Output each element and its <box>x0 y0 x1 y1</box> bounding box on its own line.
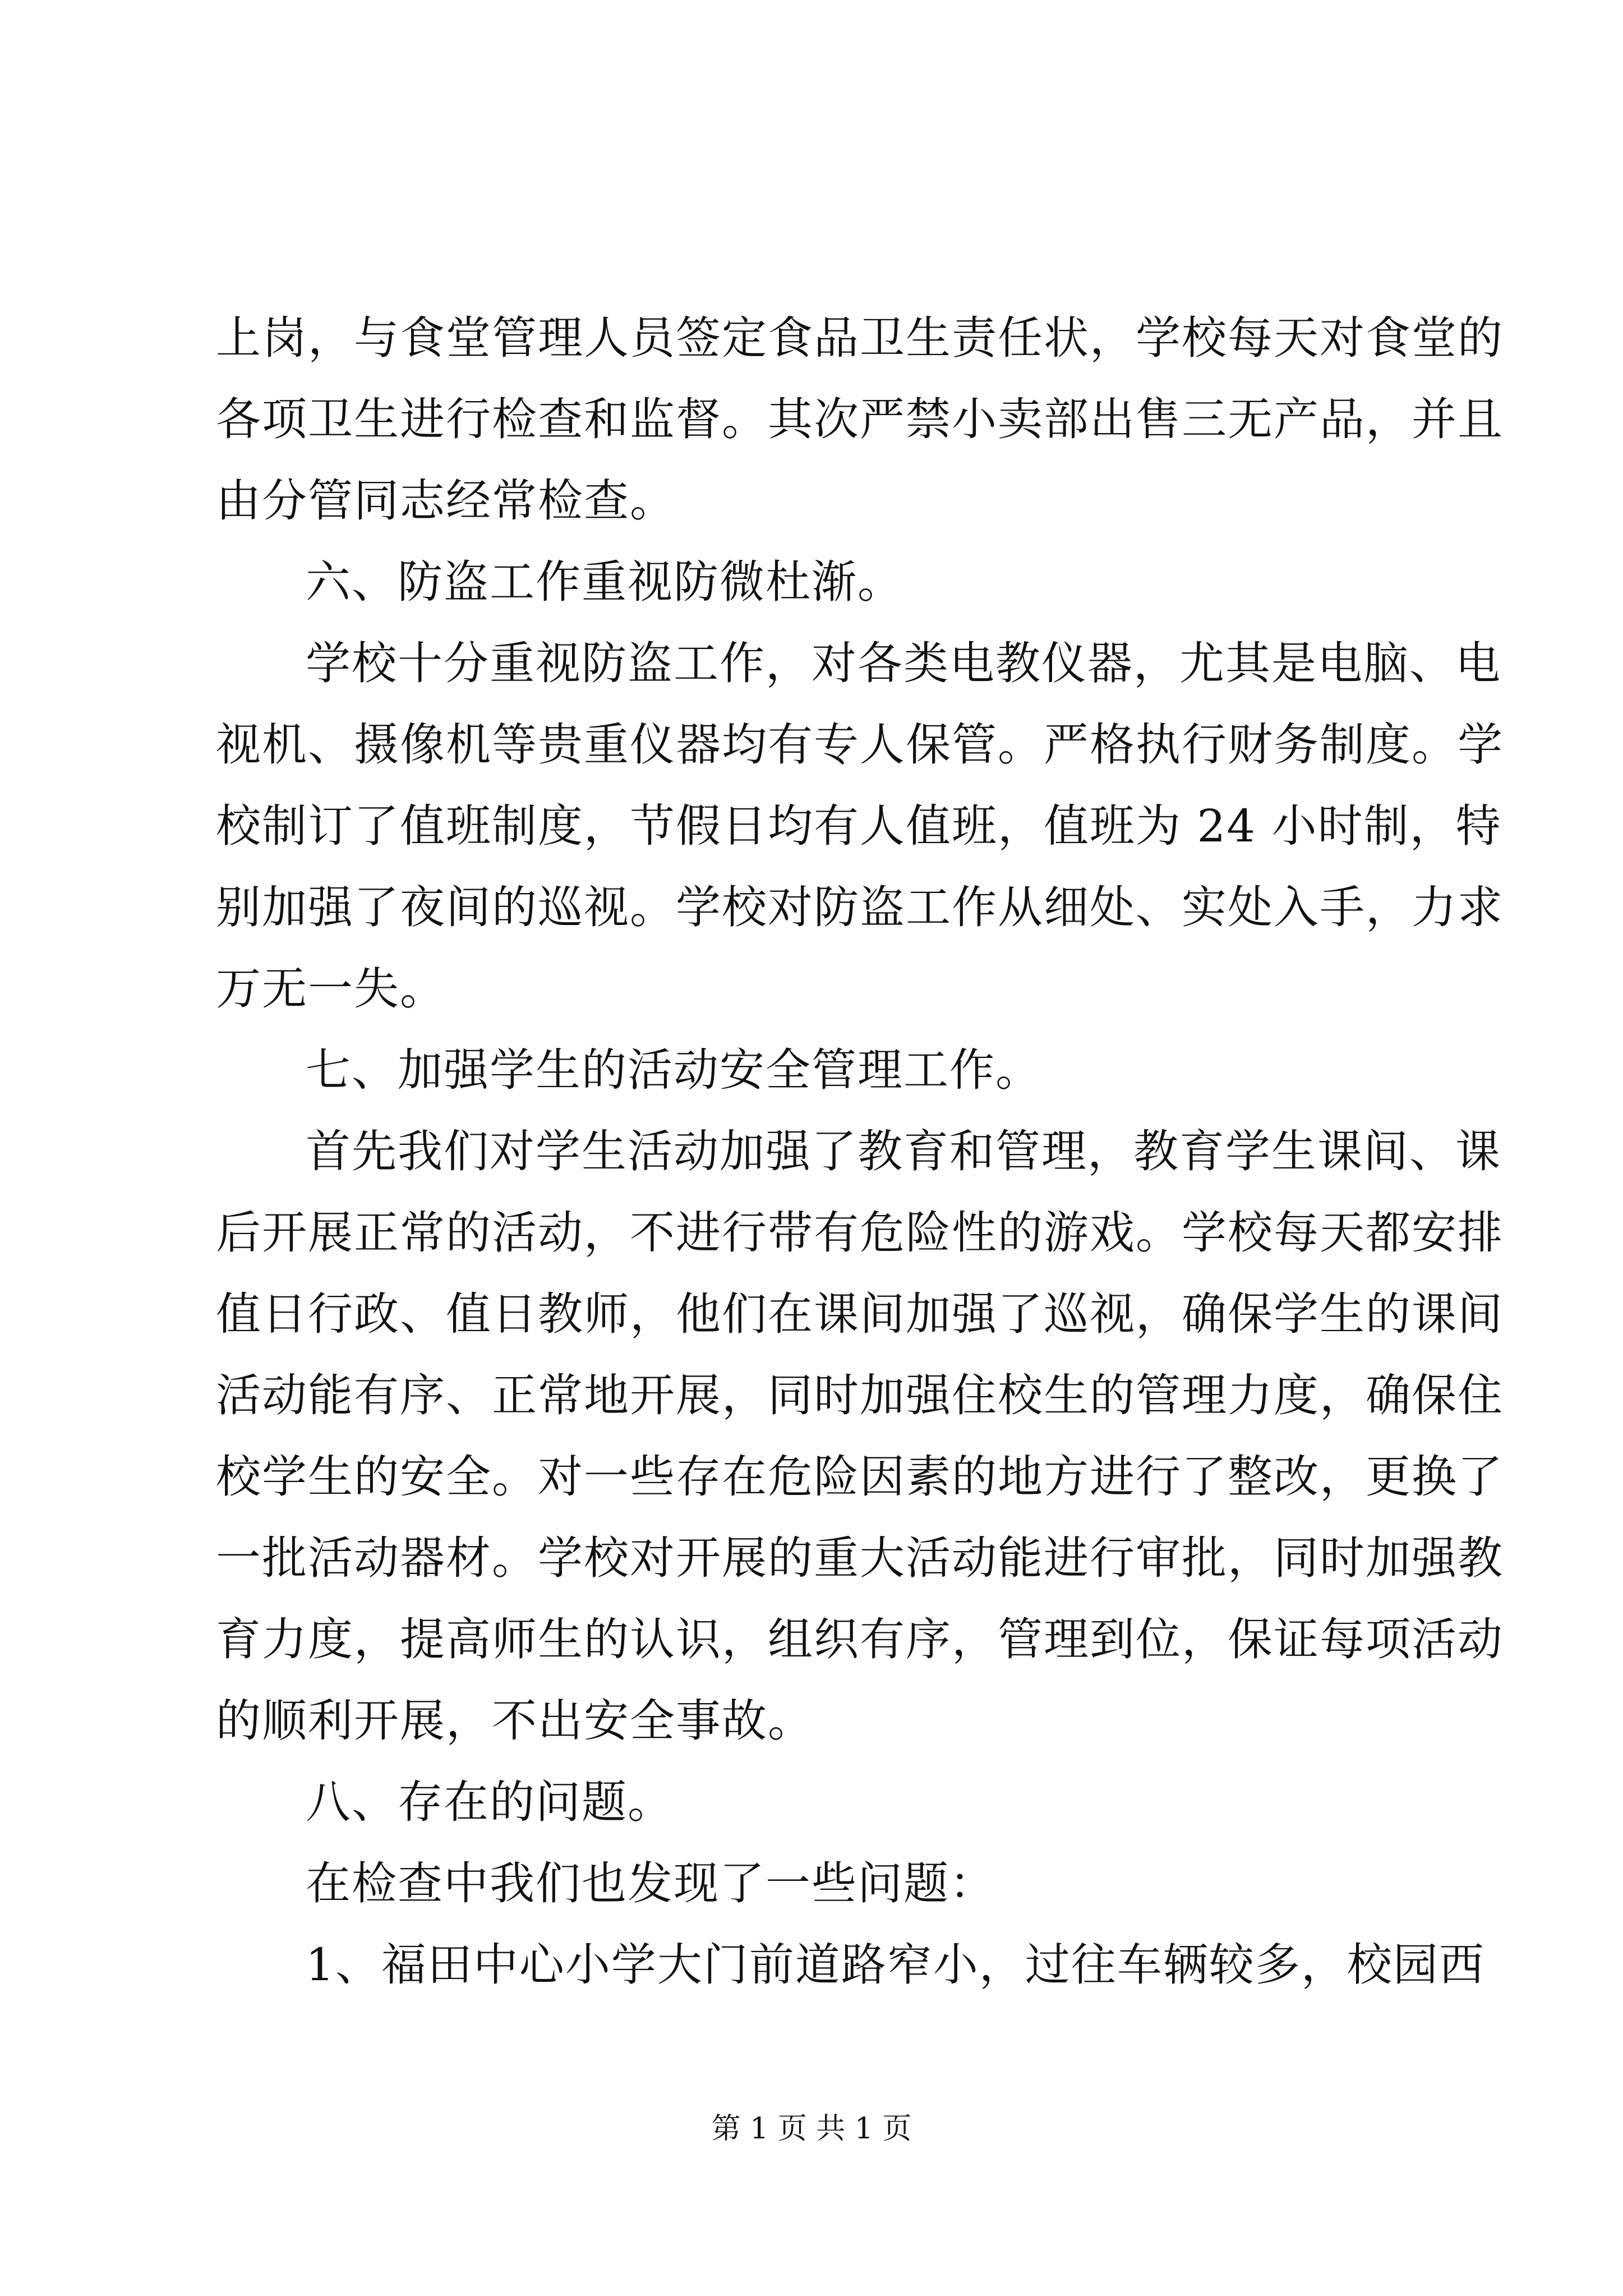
page-footer: 第 1 页 共 1 页 <box>711 2112 912 2146</box>
text-line: 学校十分重视防盗工作，对各类电教仪器，尤其是电脑、电 <box>306 637 1501 689</box>
text-line: 各项卫生进行检查和监督。其次严禁小卖部出售三无产品，并且 <box>216 393 1504 445</box>
text-line: 首先我们对学生活动加强了教育和管理，教育学生课间、课 <box>306 1125 1501 1177</box>
text-line: 一批活动器材。学校对开展的重大活动能进行审批，同时加强教 <box>216 1532 1504 1584</box>
document-body <box>216 297 1504 2005</box>
section-heading: 七、加强学生的活动安全管理工作。 <box>306 1044 1041 1096</box>
text-line: 校学生的安全。对一些存在危险因素的地方进行了整改，更换了 <box>216 1451 1504 1503</box>
text-line: 万无一失。 <box>216 963 446 1015</box>
text-line: 值日行政、值日教师，他们在课间加强了巡视，确保学生的课间 <box>216 1288 1504 1340</box>
text-line: 育力度，提高师生的认识，组织有序，管理到位，保证每项活动 <box>216 1613 1504 1665</box>
text-line: 后开展正常的活动，不进行带有危险性的游戏。学校每天都安排 <box>216 1207 1504 1259</box>
text-line: 校制订了值班制度，节假日均有人值班，值班为 24 小时制，特 <box>216 800 1502 852</box>
list-item: 1、福田中心小学大门前道路窄小，过往车辆较多，校园西 <box>306 1939 1485 1991</box>
text-line: 在检查中我们也发现了一些问题： <box>306 1857 995 1910</box>
section-heading: 六、防盗工作重视防微杜渐。 <box>306 556 903 608</box>
text-line: 由分管同志经常检查。 <box>216 475 676 527</box>
text-line: 视机、摄像机等贵重仪器均有专人保管。严格执行财务制度。学 <box>216 719 1504 771</box>
text-line: 上岗，与食堂管理人员签定食品卫生责任状，学校每天对食堂的 <box>216 312 1504 364</box>
section-heading: 八、存在的问题。 <box>306 1776 674 1828</box>
text-line: 别加强了夜间的巡视。学校对防盗工作从细处、实处入手，力求 <box>216 881 1504 933</box>
text-line: 的顺利开展，不出安全事故。 <box>216 1695 814 1747</box>
text-line: 活动能有序、正常地开展，同时加强住校生的管理力度，确保住 <box>216 1369 1504 1421</box>
